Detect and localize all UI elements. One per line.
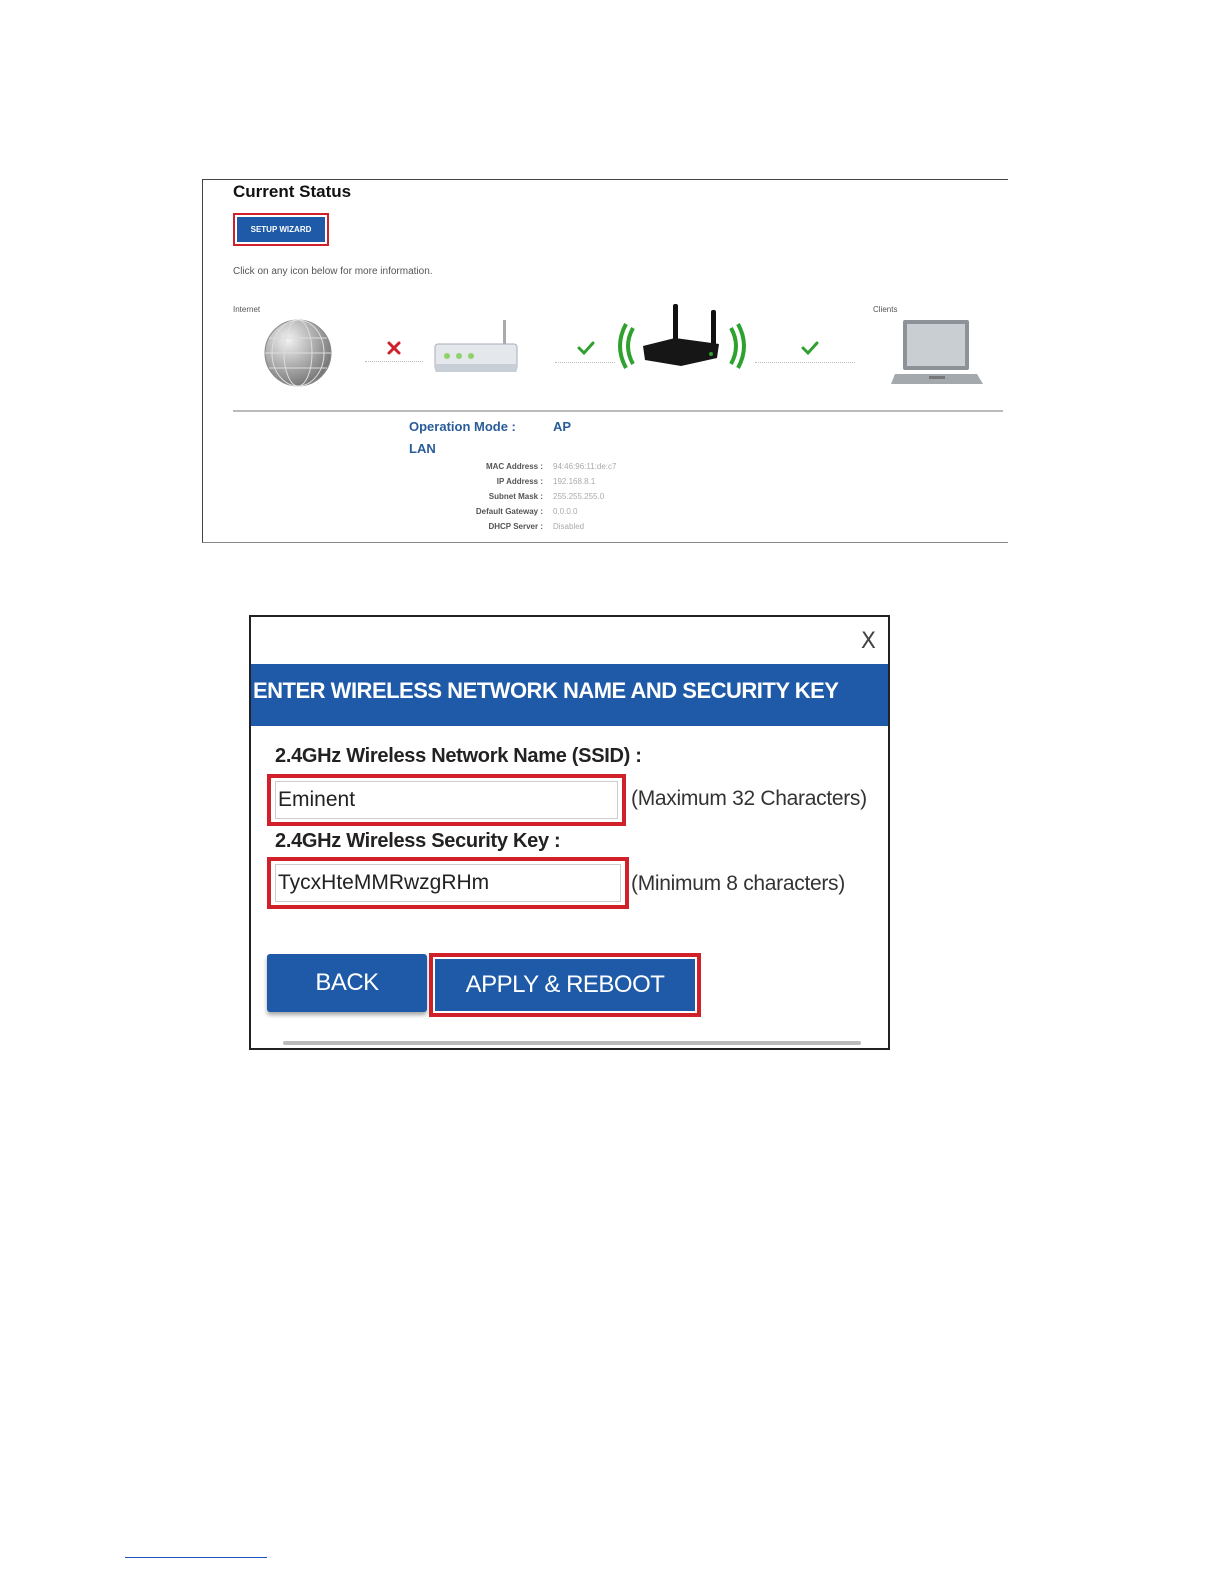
divider [233, 410, 1003, 412]
mac-address-value: 94:46:96:11:de:c7 [553, 462, 617, 471]
click-hint: Click on any icon below for more information. [233, 266, 433, 277]
clients-link-line [755, 362, 855, 363]
default-gateway-label: Default Gateway : [475, 507, 543, 516]
security-key-field-highlight [267, 857, 629, 909]
globe-icon[interactable] [263, 318, 333, 388]
ip-address-value: 192.168.8.1 [553, 477, 596, 486]
setup-wizard-label: SETUP WIZARD [237, 217, 325, 242]
subnet-mask-label: Subnet Mask : [488, 492, 543, 501]
ssid-field-highlight [267, 774, 626, 826]
close-button[interactable]: X [860, 629, 876, 654]
lan-info-row [403, 522, 853, 537]
laptop-icon[interactable] [891, 318, 985, 388]
router-link-line [555, 362, 615, 363]
lan-label: LAN [409, 441, 436, 456]
lan-info-row [403, 462, 853, 477]
dialog-title: ENTER WIRELESS NETWORK NAME AND SECURITY KEY [253, 678, 839, 703]
ssid-input[interactable] [275, 781, 618, 819]
security-key-hint: (Minimum 8 characters) [631, 872, 845, 895]
ip-address-label: IP Address : [496, 477, 543, 486]
subnet-mask-value: 255.255.255.0 [553, 492, 605, 501]
back-button[interactable]: BACK [267, 954, 427, 1012]
checkmark-icon [801, 340, 819, 356]
setup-wizard-button[interactable] [233, 213, 329, 246]
clients-label: Clients [873, 305, 898, 314]
page-title: Current Status [233, 182, 352, 201]
internet-link-line [365, 361, 423, 362]
dhcp-server-label: DHCP Server : [488, 522, 543, 531]
lan-info-row [403, 477, 853, 492]
security-key-input[interactable] [275, 864, 621, 902]
lan-info-row [403, 507, 853, 522]
mac-address-label: MAC Address : [485, 462, 543, 471]
internet-label: Internet [233, 305, 261, 314]
footnote-rule [125, 1557, 267, 1558]
operation-mode-label: Operation Mode : [409, 419, 516, 434]
default-gateway-value: 0.0.0.0 [553, 507, 578, 516]
apply-reboot-highlight [429, 953, 701, 1017]
security-key-label: 2.4GHz Wireless Security Key : [275, 830, 561, 852]
ssid-label: 2.4GHz Wireless Network Name (SSID) : [275, 745, 642, 767]
disconnected-x-icon [386, 340, 402, 356]
apply-reboot-button[interactable]: APPLY & REBOOT [435, 959, 695, 1011]
dhcp-server-value: Disabled [553, 522, 585, 531]
modem-icon[interactable] [433, 320, 519, 376]
horizontal-scrollbar[interactable] [283, 1041, 861, 1045]
checkmark-icon [577, 340, 595, 356]
operation-mode-value: AP [553, 419, 572, 434]
wizard-dialog [249, 615, 890, 1050]
wireless-router-icon[interactable] [615, 302, 749, 374]
status-panel [202, 179, 1008, 543]
dialog-header [251, 664, 888, 726]
ssid-hint: (Maximum 32 Characters) [631, 787, 867, 810]
lan-info-row [403, 492, 853, 507]
